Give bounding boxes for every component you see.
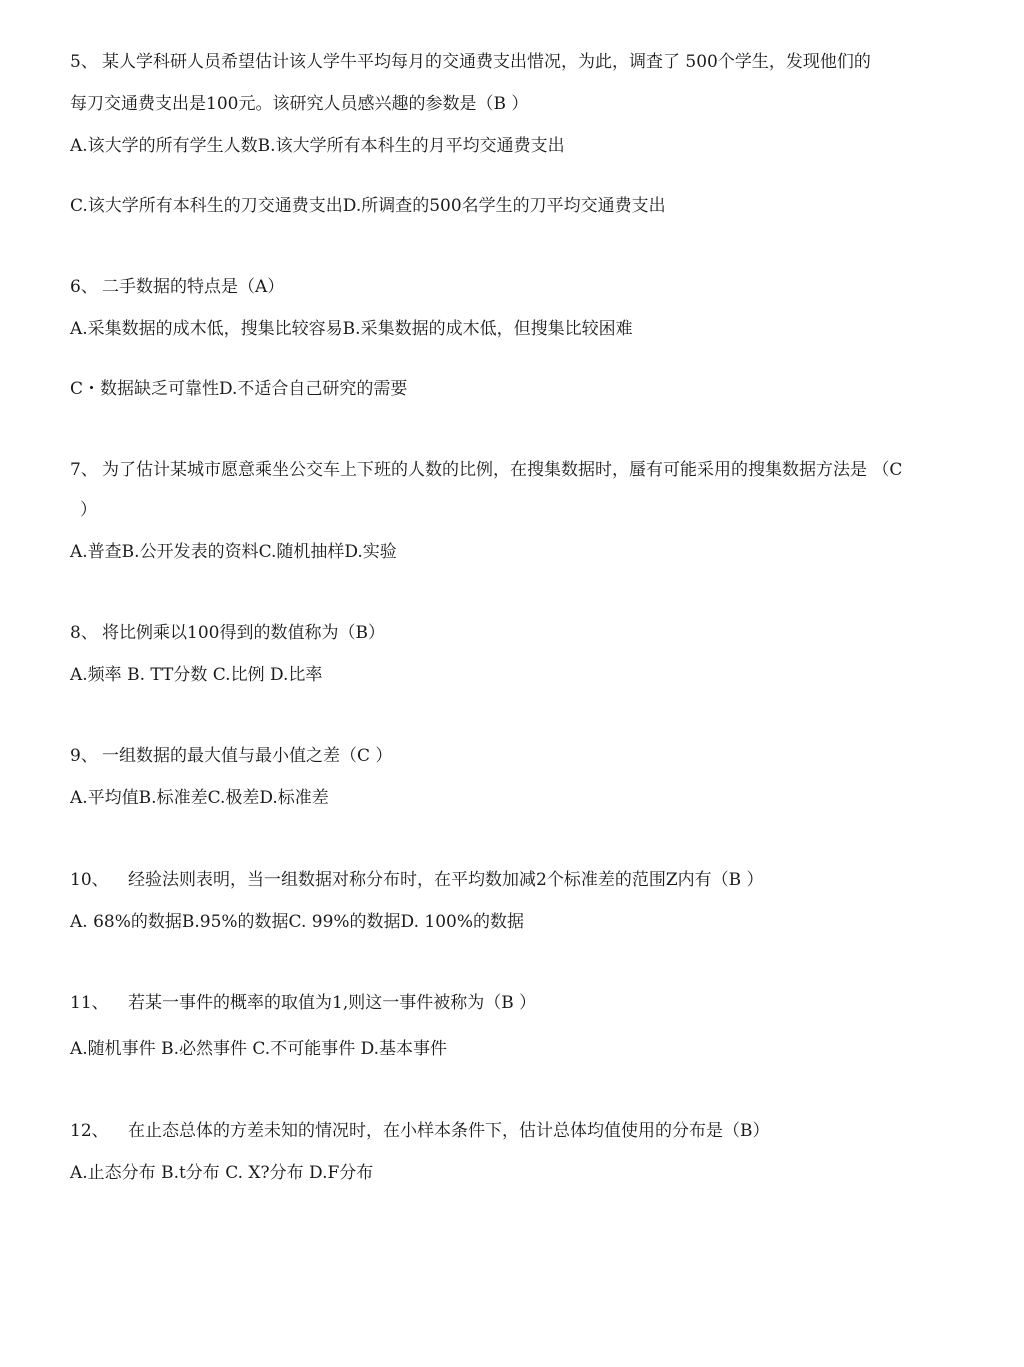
question-9-text: 一组数据的最大值与最小值之差（C ） — [102, 746, 393, 766]
question-9-stem — [70, 745, 392, 767]
question-5-stem — [70, 51, 871, 73]
question-11-options: A.随机事件 B.必然事件 C.不可能事件 D.基本事件 — [70, 1039, 448, 1059]
question-5-options-row-2: C.该大学所有本科生的刀交通费支出D.所调查的500名学生的刀平均交通费支出 — [70, 196, 666, 216]
question-10-stem — [70, 869, 764, 891]
question-6-stem — [70, 276, 284, 298]
question-8-number: 8、 — [70, 623, 98, 643]
question-6-options-row-1: A.采集数据的成木低，搜集比较容易B.采集数据的成木低，但搜集比较困难 — [70, 319, 633, 339]
question-8-text: 将比例乘以100得到的数值称为（B） — [102, 623, 385, 643]
question-12-number: 12、 — [70, 1121, 109, 1141]
question-10-options: A. 68%的数据B.95%的数据C. 99%的数据D. 100%的数据 — [70, 912, 524, 932]
question-11-number: 11、 — [70, 993, 109, 1013]
question-5-number: 5、 — [70, 52, 98, 72]
question-7-stem — [70, 459, 902, 481]
question-11-stem — [70, 992, 536, 1014]
question-11-text: 若某一事件的概率的取值为1,则这一事件被称为（B ） — [128, 993, 537, 1013]
question-7-stem-continued: ） — [80, 500, 97, 520]
question-7-options: A.普查B.公开发表的资料C.随机抽样D.实验 — [70, 542, 397, 562]
question-12-stem — [70, 1120, 770, 1142]
question-9-options: A.平均值B.标准差C.极差D.标准差 — [70, 788, 329, 808]
question-12-options: A.止态分布 B.t分布 C. X?分布 D.F分布 — [70, 1163, 374, 1183]
question-5-text: 某人学科研人员希望估计该人学牛平均每月的交通费支出惜况，为此，调査了 500个学生，发现他们的 — [102, 52, 871, 72]
question-10-text: 经验法则表明，当一组数据对称分布时，在平均数加减2个标准差的范围Z内有（B ） — [128, 870, 764, 890]
question-7-text: 为了估计某城市愿意乘坐公交车上下班的人数的比例，在搜集数据时，蜃有可能采用的搜集数据方法是 （C — [102, 460, 903, 480]
question-12-text: 在止态总体的方差未知的情况时，在小样本条件下，估计总体均值使用的分布是（B） — [128, 1121, 770, 1141]
question-6-text: 二手数据的特点是（A） — [102, 277, 285, 297]
question-7-number: 7、 — [70, 460, 98, 480]
question-8-options: A.频率 B. TT分数 C.比例 D.比率 — [70, 665, 323, 685]
question-10-number: 10、 — [70, 870, 109, 890]
question-5-options-row-1: A.该大学的所有学生人数B.该大学所有本科生的月平均交通费支出 — [70, 136, 565, 156]
question-6-number: 6、 — [70, 277, 98, 297]
question-6-options-row-2: C・数据缺乏可靠性D.不适合自己研究的需要 — [70, 379, 408, 399]
question-5-stem-continued: 每刀交通费支出是100元。该研究人员感兴趣的参数是（B ） — [70, 94, 529, 114]
question-8-stem — [70, 622, 385, 644]
question-9-number: 9、 — [70, 746, 98, 766]
